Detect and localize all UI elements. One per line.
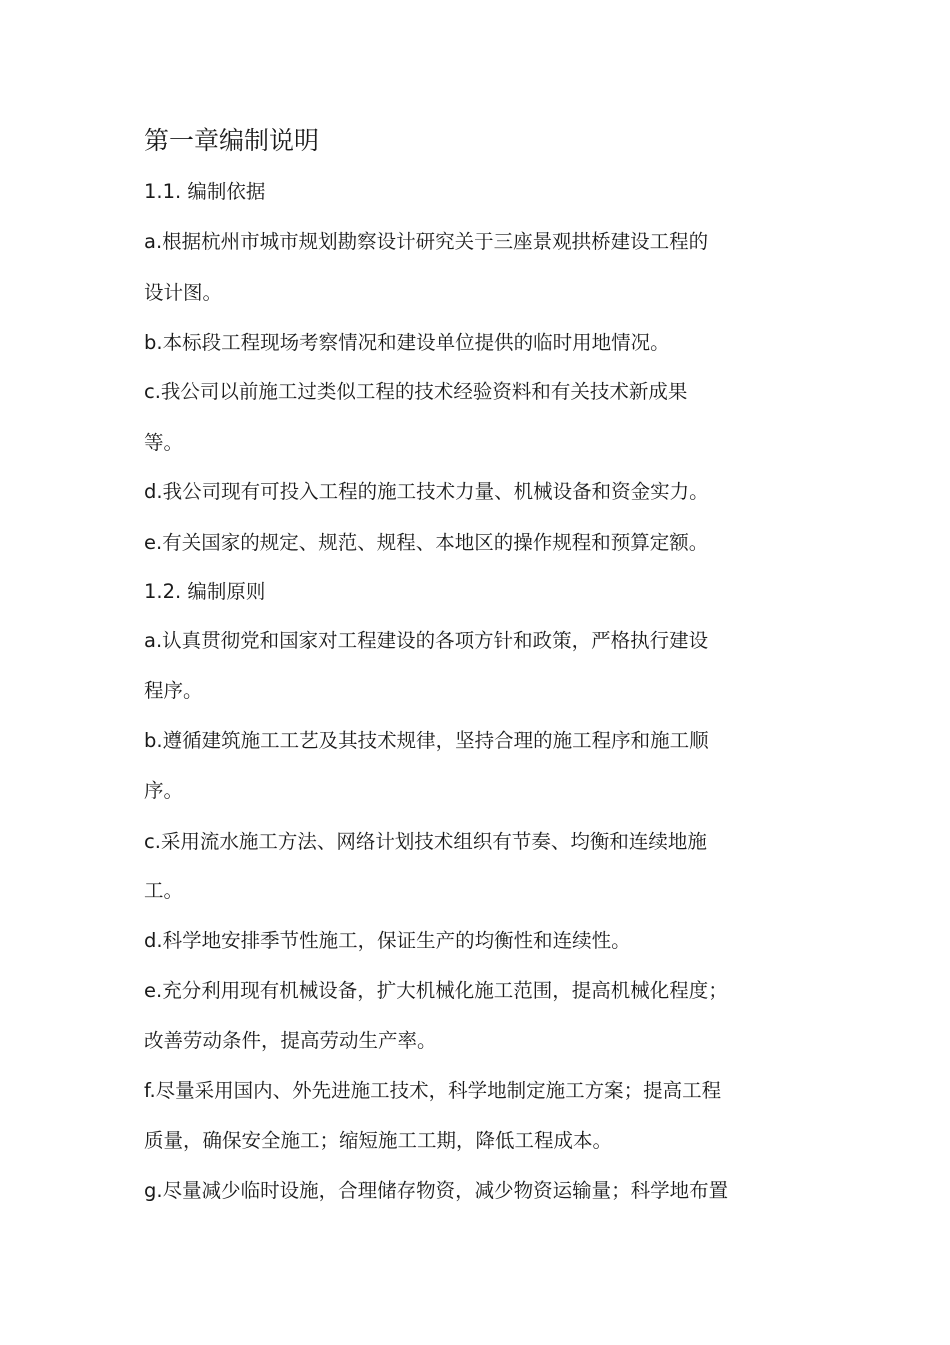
paragraph-line: c.我公司以前施工过类似工程的技术经验资料和有关技术新成果 xyxy=(144,380,688,403)
paragraph-line: 程序。 xyxy=(144,679,203,702)
paragraph-line: 工。 xyxy=(144,879,184,902)
paragraph-line: d.我公司现有可投入工程的施工技术力量、机械设备和资金实力。 xyxy=(144,480,709,503)
section-heading-1-1: 1.1. 编制依据 xyxy=(144,180,266,203)
paragraph-line: d.科学地安排季节性施工，保证生产的均衡性和连续性。 xyxy=(144,929,631,952)
paragraph-line: 设计图。 xyxy=(144,281,223,304)
paragraph-line: 序。 xyxy=(144,779,184,802)
paragraph-line: c.采用流水施工方法、网络计划技术组织有节奏、均衡和连续地施 xyxy=(144,830,707,853)
paragraph-line: 改善劳动条件，提高劳动生产率。 xyxy=(144,1029,437,1052)
paragraph-line: 质量，确保安全施工；缩短施工工期，降低工程成本。 xyxy=(144,1129,613,1152)
paragraph-line: a.根据杭州市城市规划勘察设计研究关于三座景观拱桥建设工程的 xyxy=(144,230,709,253)
paragraph-line: 等。 xyxy=(144,431,184,454)
paragraph-line: f.尽量采用国内、外先进施工技术，科学地制定施工方案；提高工程 xyxy=(144,1079,722,1102)
paragraph-line: g.尽量减少临时设施，合理储存物资，减少物资运输量；科学地布置 xyxy=(144,1179,729,1202)
paragraph-line: a.认真贯彻党和国家对工程建设的各项方针和政策，严格执行建设 xyxy=(144,629,709,652)
paragraph-line: b.本标段工程现场考察情况和建设单位提供的临时用地情况。 xyxy=(144,331,670,354)
paragraph-line: b.遵循建筑施工工艺及其技术规律，坚持合理的施工程序和施工顺 xyxy=(144,729,709,752)
paragraph-line: e.充分利用现有机械设备，扩大机械化施工范围，提高机械化程度； xyxy=(144,979,728,1002)
section-heading-1-2: 1.2. 编制原则 xyxy=(144,580,266,603)
chapter-title: 第一章编制说明 xyxy=(144,126,320,155)
paragraph-line: e.有关国家的规定、规范、规程、本地区的操作规程和预算定额。 xyxy=(144,531,709,554)
